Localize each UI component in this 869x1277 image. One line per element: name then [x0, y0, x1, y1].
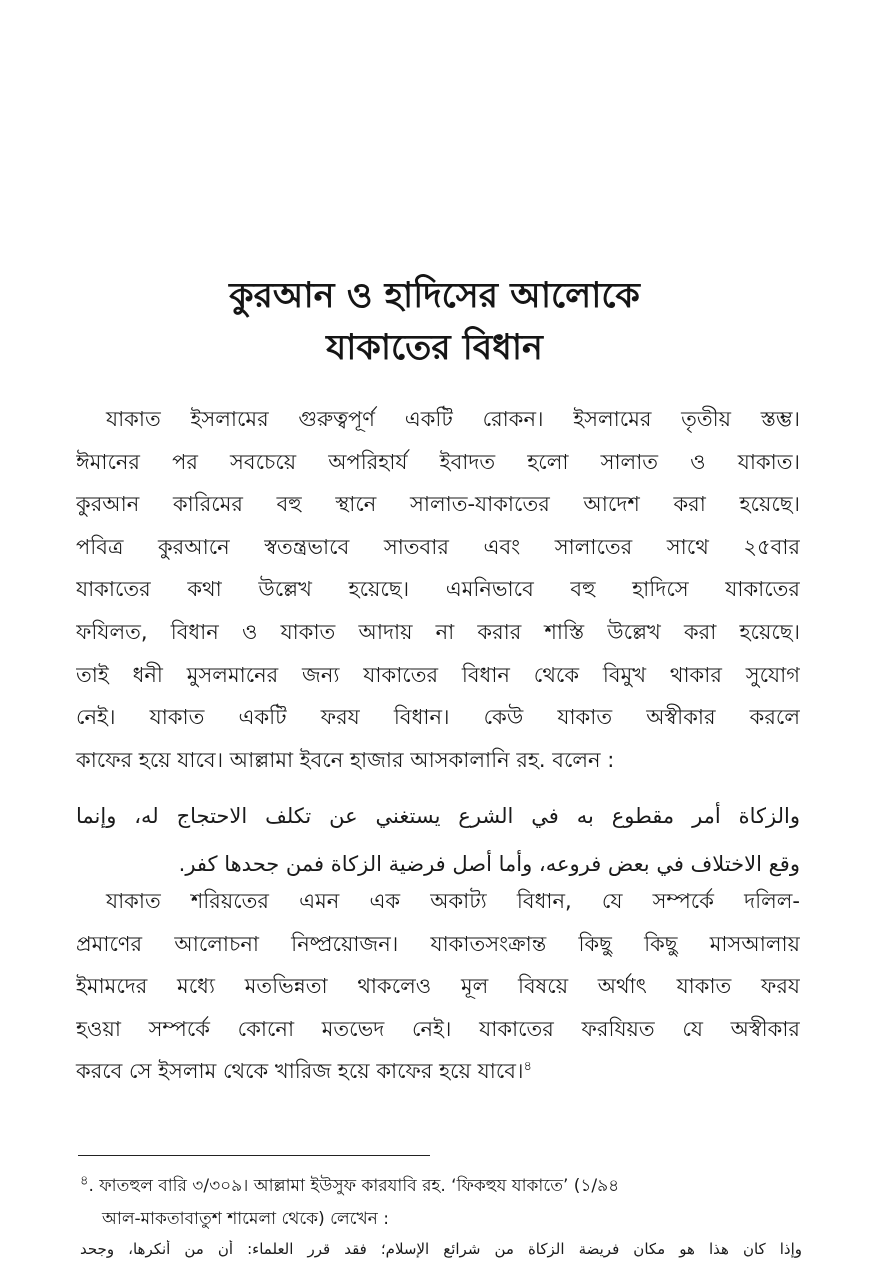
arabic-quote [76, 792, 800, 888]
paragraph-line: কাফের হয়ে যাবে। আল্লামা ইবনে হাজার আসকালানি রহ. বলেন : [76, 747, 615, 772]
footnote [80, 1170, 800, 1236]
footnote-line-1 [80, 1173, 620, 1196]
paragraph-line: নেই। যাকাত একটি ফরয বিধান। কেউ যাকাত অস্বীকার করলে [76, 705, 800, 730]
paragraph-line: করবে সে ইসলাম থেকে খারিজ হয়ে কাফের হয়ে যাবে। [76, 1059, 524, 1084]
paragraph-1 [76, 398, 800, 781]
paragraph-line: হওয়া সম্পর্কে কোনো মতভেদ নেই। যাকাতের ফরযিয়ত যে অস্বীকার [76, 1016, 800, 1041]
paragraph-line: যাকাত ইসলামের গুরুত্বপূর্ণ একটি রোকন। ইসলামের তৃতীয় স্তম্ভ। [106, 407, 800, 431]
paragraph-line: ইমামদের মধ্যে মতভিন্নতা থাকলেও মূল বিষয়ে অর্থাৎ যাকাত ফরয [76, 974, 800, 999]
paragraph-line: যাকাতের কথা উল্লেখ হয়েছে। এমনিভাবে বহু হাদিসে যাকাতের [76, 577, 800, 602]
paragraph-line: পবিত্র কুরআনে স্বতন্ত্রভাবে সাতবার এবং সালাতের সাথে ২৫বার [76, 534, 800, 559]
paragraph-line: তাই ধনী মুসলমানের জন্য যাকাতের বিধান থেকে বিমুখ থাকার সুযোগ [76, 662, 800, 687]
chapter-title-line-2: যাকাতের বিধান [326, 328, 543, 368]
footnote-arabic: وإذا كان هذا هو مكان فريضة الزكاة من شرائع الإسلام؛ فقد قرر العلماء: أن من أنكرها، وجحد [80, 1240, 802, 1258]
paragraph-2 [76, 880, 800, 1093]
footnote-divider [78, 1155, 430, 1156]
paragraph-line: প্রমাণের আলোচনা নিষ্প্রয়োজন। যাকাতসংক্রান্ত কিছু কিছু মাসআলায় [76, 931, 800, 956]
footnote-text: . ফাতহুল বারি ৩/৩০৯। আল্লামা ইউসুফ কারযাবি রহ. ‘ফিকহুয যাকাতে’ (১/৯৪ [88, 1176, 620, 1196]
footnote-reference[interactable]: ৪ [523, 1059, 532, 1075]
footnote-marker: ৪ [80, 1173, 89, 1189]
arabic-quote-line: والزكاة أمر مقطوع به في الشرع يستغني عن تكلف الاحتجاج له، وإنما [76, 804, 800, 828]
paragraph-line: ফযিলত, বিধান ও যাকাত আদায় না করার শাস্তি উল্লেখ করা হয়েছে। [76, 619, 800, 644]
footnote-line-2: আল-মাকতাবাতুশ শামেলা থেকে) লেখেন : [102, 1209, 389, 1229]
paragraph-line: ঈমানের পর সবচেয়ে অপরিহার্য ইবাদত হলো সালাত ও যাকাত। [76, 449, 800, 474]
paragraph-last-line [76, 1050, 800, 1093]
chapter-title-line-1: কুরআন ও হাদিসের আলোকে [229, 276, 640, 316]
paragraph-line: কুরআন কারিমের বহু স্থানে সালাত-যাকাতের আদেশ করা হয়েছে। [76, 492, 800, 517]
arabic-quote-line: وقع الاختلاف في بعض فروعه، وأما أصل فرضية الزكاة فمن جحدها كفر. [178, 852, 800, 876]
paragraph-line: যাকাত শরিয়তের এমন এক অকাট্য বিধান, যে সম্পর্কে দলিল- [106, 889, 800, 913]
